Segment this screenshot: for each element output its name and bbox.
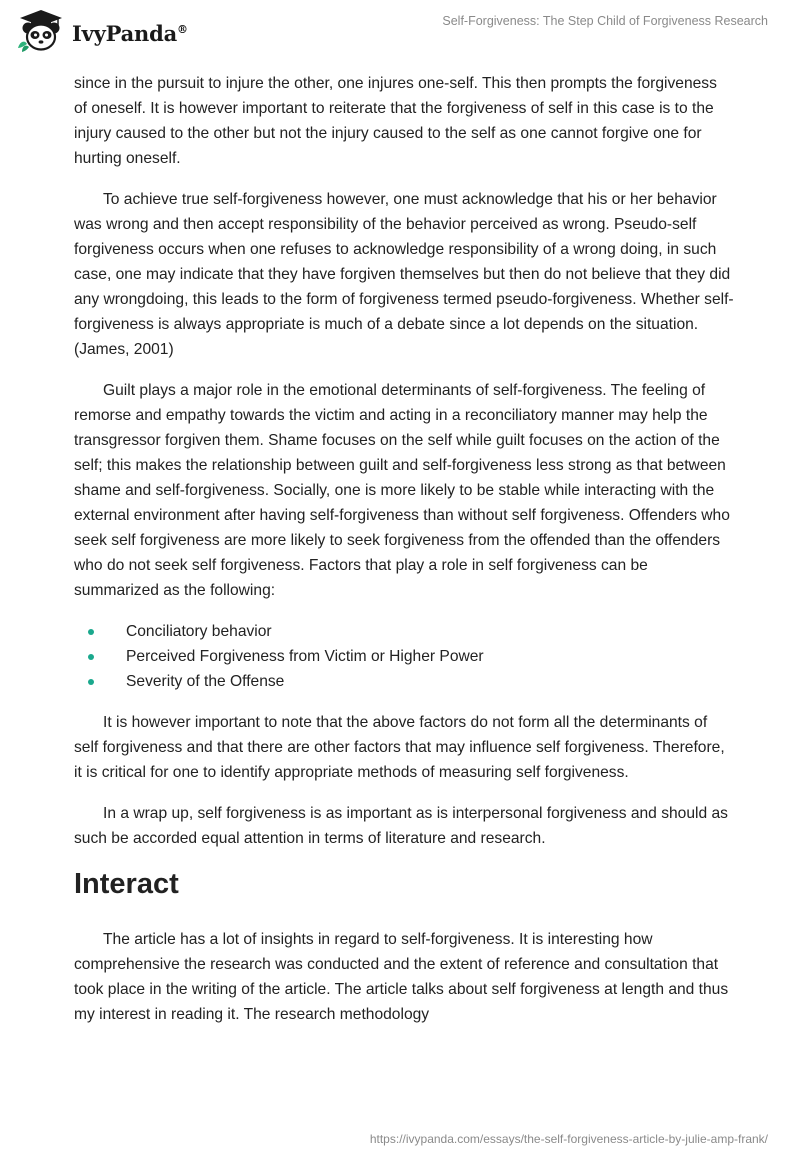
bullet-dot-icon (88, 654, 94, 660)
paragraph-continuation: since in the pursuit to injure the other, one injures one-self. This then prompts the forgiveness of oneself. It is however important to reiterate that the forgiveness of self in this case is to the injury caused to the other but not the injury caused to the self as one cannot forgive one for hurting oneself. (74, 75, 717, 167)
panda-graduate-icon (14, 8, 68, 54)
factors-list (74, 619, 734, 694)
article-body (74, 71, 734, 1043)
bullet-dot-icon (88, 629, 94, 635)
page-header (0, 0, 800, 60)
list-item (74, 669, 734, 694)
list-item-text: Perceived Forgiveness from Victim or Higher Power (126, 648, 484, 665)
source-url[interactable]: https://ivypanda.com/essays/the-self-forgiveness-article-by-julie-amp-frank/ (369, 1132, 768, 1146)
list-item-text: Severity of the Offense (126, 673, 285, 690)
registered-mark: ® (177, 22, 188, 36)
section-heading: Interact (74, 868, 179, 900)
list-item (74, 644, 734, 669)
brand-logo[interactable] (14, 8, 188, 54)
paragraph: The article has a lot of insights in regard to self-forgiveness. It is interesting how comprehensive the research was conducted and the extent of reference and consultation that took place in the writing of the article. The article talks about self forgiveness at length and thus my interest in reading it. The research methodology (74, 931, 729, 1023)
list-item-text: Conciliatory behavior (126, 623, 272, 640)
bullet-dot-icon (88, 679, 94, 685)
paragraph: Guilt plays a major role in the emotional determinants of self-forgiveness. The feeling of remorse and empathy towards the victim and acting in a reconciliatory manner may help the transgressor forgiven them. Shame focuses on the self while guilt focuses on the action of the self; this makes the relationship between guilt and self-forgiveness less strong as that between shame and self-forgiveness. Socially, one is more likely to be stable while interacting with the external environment after having self-forgiveness than without self forgiveness. Offenders who seek self forgiveness are more likely to seek forgiveness from the offended than the offenders who do not seek self forgiveness. Factors that play a role in self forgiveness can be summarized as the following: (74, 382, 730, 599)
document-title: Self-Forgiveness: The Step Child of Forgiveness Research (442, 14, 768, 28)
paragraph: It is however important to note that the above factors do not form all the determinants of self forgiveness and that there are other factors that may influence self forgiveness. Therefore, it is critical for one to identify appropriate methods of measuring self forgiveness. (74, 714, 725, 781)
brand-name: IvyPanda® (72, 20, 188, 46)
paragraph: In a wrap up, self forgiveness is as important as is interpersonal forgiveness and should as such be accorded equal attention in terms of literature and research. (74, 805, 728, 847)
list-item (74, 619, 734, 644)
paragraph: To achieve true self-forgiveness however, one must acknowledge that his or her behavior was wrong and then accept responsibility of the behavior perceived as wrong. Pseudo-self forgiveness occurs when one refuses to acknowledge responsibility of a wrong doing, in such case, one may indicate that they have forgiven themselves but then do not believe that they did any wrongdoing, this leads to the form of forgiveness termed pseudo-forgiveness. Whether self-forgiveness is always appropriate is much of a debate since a lot depends on the situation. (James, 2001) (74, 191, 734, 358)
